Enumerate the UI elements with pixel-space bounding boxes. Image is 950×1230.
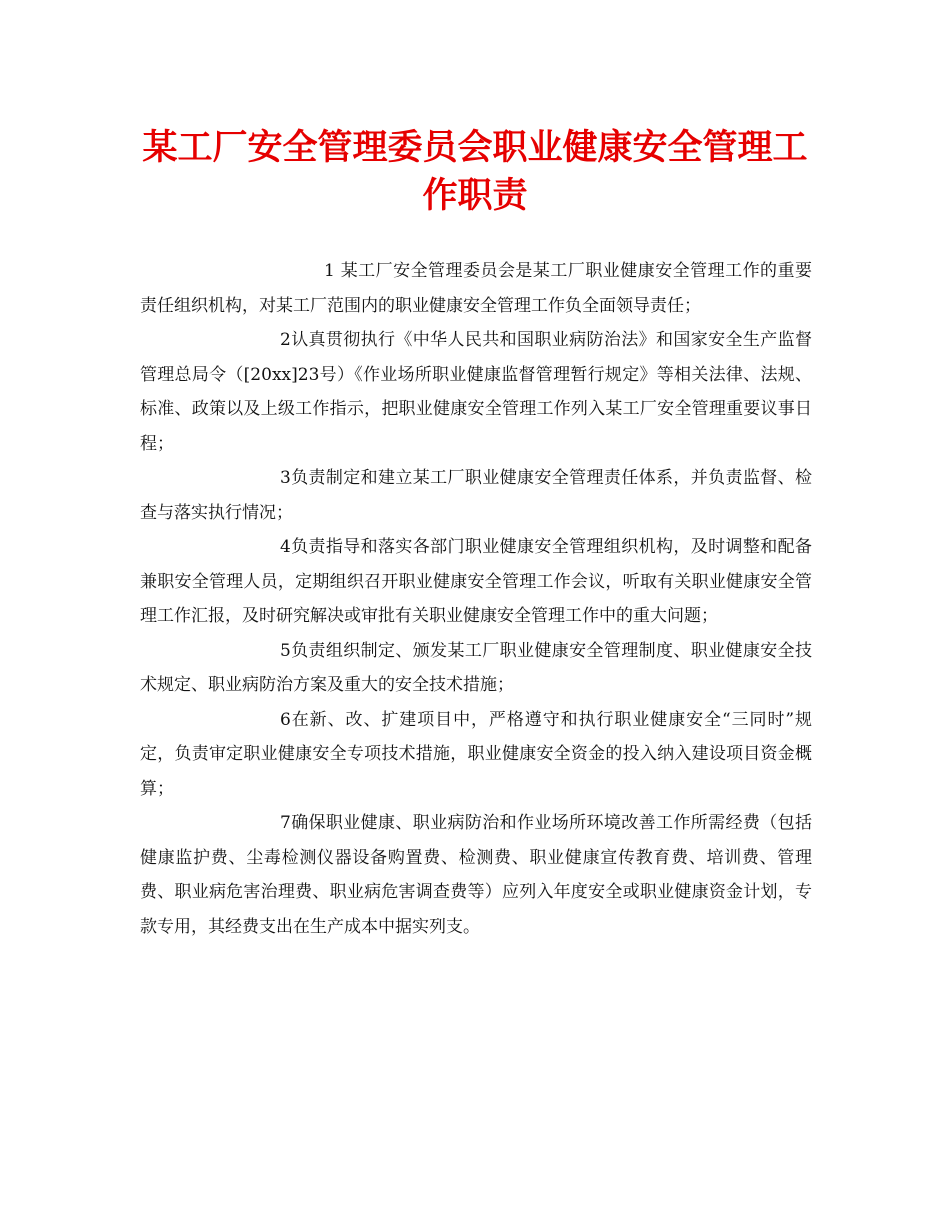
paragraph-7: 7确保职业健康、职业病防治和作业场所环境改善工作所需经费（包括健康监护费、尘毒检测仪器设备购置费、检测费、职业健康宣传教育费、培训费、管理费、职业病危害治理费、职业病危害调查费等）应列入年度安全或职业健康资金计划，专款专用，其经费支出在生产成本中据实列支。 <box>140 813 812 937</box>
document-title: 某工厂安全管理委员会职业健康安全管理工作职责 <box>142 127 808 216</box>
paragraph-5: 5负责组织制定、颁发某工厂职业健康安全管理制度、职业健康安全技术规定、职业病防治方案及重大的安全技术措施； <box>140 640 812 695</box>
paragraph-6: 6在新、改、扩建项目中，严格遵守和执行职业健康安全“三同时”规定，负责审定职业健康安全专项技术措施，职业健康安全资金的投入纳入建设项目资金概算； <box>140 709 812 799</box>
document-body <box>140 254 812 944</box>
paragraph-1: 1 某工厂安全管理委员会是某工厂职业健康安全管理工作的重要责任组织机构，对某工厂范围内的职业健康安全管理工作负全面领导责任； <box>140 261 812 316</box>
paragraph-2: 2认真贯彻执行《中华人民共和国职业病防治法》和国家安全生产监督管理总局令（[20xx]23号）《作业场所职业健康监督管理暂行规定》等相关法律、法规、标准、政策以及上级工作指示，把职业健康安全管理工作列入某工厂安全管理重要议事日程； <box>140 330 812 454</box>
paragraph-3: 3负责制定和建立某工厂职业健康安全管理责任体系，并负责监督、检查与落实执行情况； <box>140 468 812 523</box>
paragraph-4: 4负责指导和落实各部门职业健康安全管理组织机构，及时调整和配备兼职安全管理人员，定期组织召开职业健康安全管理工作会议，听取有关职业健康安全管理工作汇报，及时研究解决或审批有关职业健康安全管理工作中的重大问题； <box>140 537 812 626</box>
